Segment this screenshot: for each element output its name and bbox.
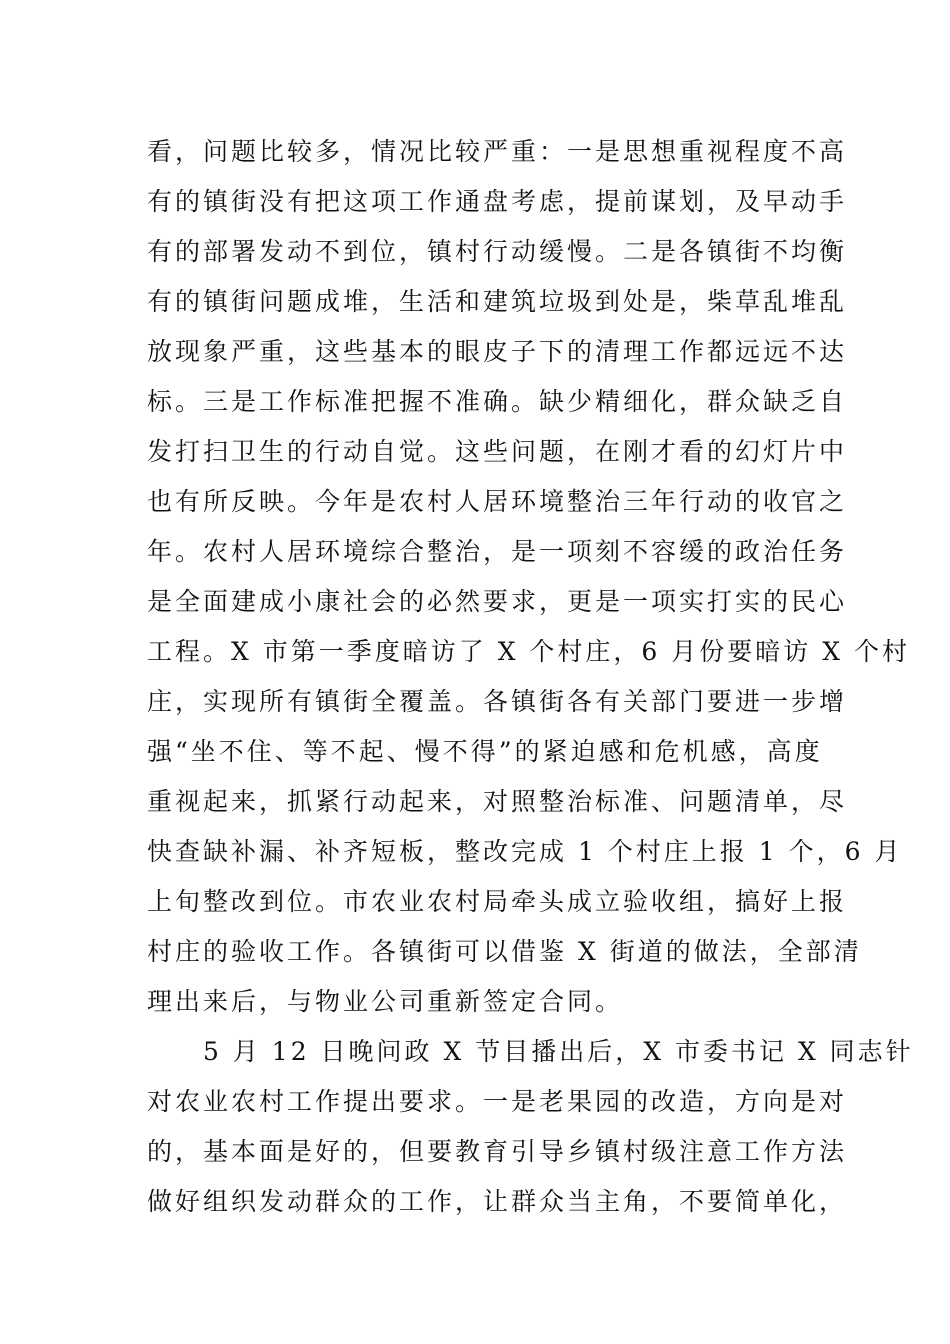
text-line: 村庄的验收工作。各镇街可以借鉴 X 街道的做法，全部清 bbox=[147, 937, 862, 966]
text-line: 理出来后，与物业公司重新签定合同。 bbox=[147, 987, 624, 1016]
text-line: 上旬整改到位。市农业农村局牵头成立验收组，搞好上报 bbox=[147, 887, 848, 916]
text-line: 也有所反映。今年是农村人居环境整治三年行动的收官之 bbox=[147, 487, 848, 516]
text-line: 看，问题比较多，情况比较严重：一是思想重视程度不高 bbox=[147, 137, 848, 166]
text-line: 年。农村人居环境综合整治，是一项刻不容缓的政治任务 bbox=[147, 537, 848, 566]
text-line: 有的镇街问题成堆，生活和建筑垃圾到处是，柴草乱堆乱 bbox=[147, 287, 848, 316]
text-line: 的，基本面是好的，但要教育引导乡镇村级注意工作方法 bbox=[147, 1137, 848, 1166]
text-line: 庄，实现所有镇街全覆盖。各镇街各有关部门要进一步增 bbox=[147, 687, 848, 716]
text-line: 工程。X 市第一季度暗访了 X 个村庄，6 月份要暗访 X 个村 bbox=[147, 637, 910, 666]
text-line: 放现象严重，这些基本的眼皮子下的清理工作都远远不达 bbox=[147, 337, 848, 366]
text-line: 重视起来，抓紧行动起来，对照整治标准、问题清单，尽 bbox=[147, 787, 848, 816]
text-line: 有的部署发动不到位，镇村行动缓慢。二是各镇街不均衡 bbox=[147, 237, 848, 266]
text-line: 强“坐不住、等不起、慢不得”的紧迫感和危机感，高度 bbox=[147, 737, 823, 766]
text-line: 是全面建成小康社会的必然要求，更是一项实打实的民心 bbox=[147, 587, 848, 616]
text-line: 5 月 12 日晚问政 X 节目播出后，X 市委书记 X 同志针 bbox=[147, 1037, 914, 1066]
text-line: 快查缺补漏、补齐短板，整改完成 1 个村庄上报 1 个，6 月 bbox=[147, 837, 903, 866]
text-line: 做好组织发动群众的工作，让群众当主角，不要简单化， bbox=[147, 1187, 848, 1216]
text-line: 标。三是工作标准把握不准确。缺少精细化，群众缺乏自 bbox=[147, 387, 848, 416]
text-line: 有的镇街没有把这项工作通盘考虑，提前谋划，及早动手 bbox=[147, 187, 848, 216]
document-body bbox=[147, 127, 914, 1227]
text-line: 对农业农村工作提出要求。一是老果园的改造，方向是对 bbox=[147, 1087, 848, 1116]
text-line: 发打扫卫生的行动自觉。这些问题，在刚才看的幻灯片中 bbox=[147, 437, 848, 466]
